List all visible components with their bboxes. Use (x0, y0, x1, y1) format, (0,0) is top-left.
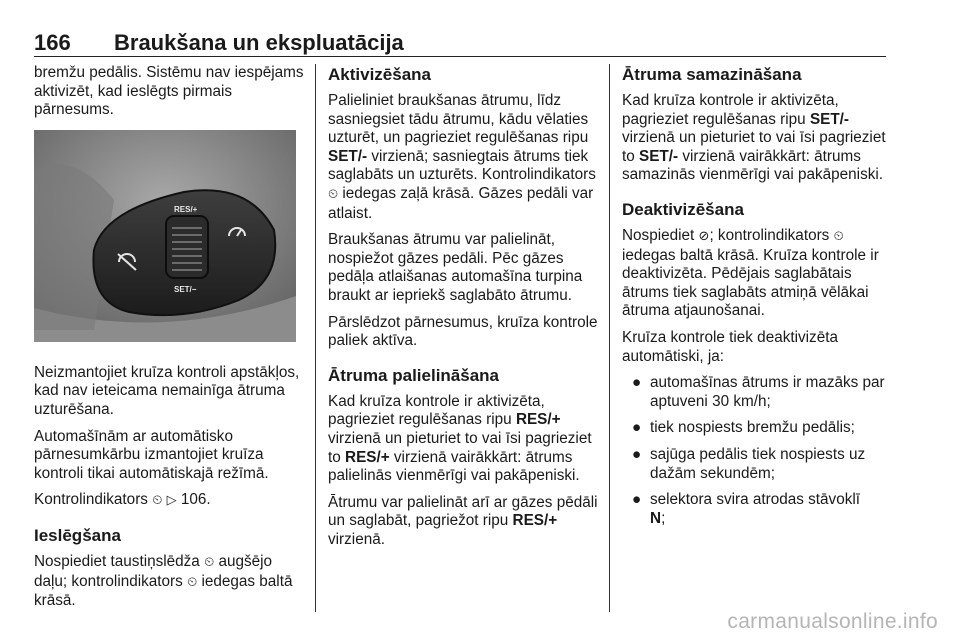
column-3 (622, 64, 892, 536)
paragraph-increase (328, 393, 598, 486)
increase-text-b: virzienā un pieturiet to vai īsi pagrieziet to (328, 429, 592, 466)
paragraph-gearshift: Pārslēdzot pārnesumus, kruīza kontrole paliek aktīva. (328, 313, 598, 350)
page-number: 166 (34, 30, 71, 55)
paragraph-decrease (622, 92, 892, 185)
indicator-ref-text: Kontrolindikators (34, 491, 148, 509)
decrease-text-c: virzienā vairākkārt: ātrums samazinās vienmērīgi vai pakāpeniski. (622, 147, 884, 184)
paragraph-auto-deactivation: Kruīza kontrole tiek deaktivizēta automātiski, ja: (622, 328, 838, 365)
column-divider-2 (609, 64, 610, 612)
page-title: Braukšana un ekspluatācija (114, 30, 404, 55)
paragraph-activation (328, 92, 598, 223)
cruise-cancel-icon: ⊘ (698, 228, 710, 244)
paragraph-switch-on (34, 553, 304, 611)
page-header (34, 30, 886, 55)
list-item-text: selektora svira atrodas stāvoklī (650, 491, 860, 509)
intro-paragraph: bremžu pedālis. Sistēmu nav iespējams aktivizēt, kad ieslēgts pirmais pārnesums. (34, 64, 304, 119)
page-reference: 106. (180, 491, 211, 509)
watermark: carmanualsonline.info (727, 610, 938, 633)
increase-text-c: virzienā vairākkārt: ātrums palielinās vienmērīgi vai pakāpeniski. (328, 448, 580, 485)
deactivation-list (622, 374, 892, 528)
paragraph-increase-gas (328, 494, 598, 550)
increase-gas-text-a: Ātrumu var palielināt arī ar gāzes pēdāli un saglabāt, pagriežot ripu (328, 493, 598, 530)
cruise-control-indicator-icon: ⏲ (152, 493, 163, 509)
res-label: RES/+ (515, 411, 561, 429)
bullet: ● (632, 445, 642, 463)
deactivation-text-c: iedegas baltā krāsā. Kruīza kontrole ir deaktivizēta. Pēdējais saglabātais ātrums tiek saglabāts atmiņā vēlākai ātruma atjaunošanai. (622, 246, 879, 320)
cruise-control-indicator-icon: ⏲ (187, 574, 198, 590)
heading-samazinasana: Ātruma samazināšana (622, 65, 802, 84)
deactivation-text-a: Nospiediet (622, 226, 695, 244)
switch-on-text-a: Nospiediet taustiņslēdža (34, 552, 200, 570)
set-label: SET/- (639, 147, 679, 165)
activation-text-b: virzienā; sasniegtais ātrums tiek saglabāts un uzturēts. Kontrolindikators (328, 147, 596, 184)
bullet: ● (632, 374, 642, 392)
heading-deaktivizesana: Deaktivizēšana (622, 199, 744, 219)
bullet: ● (632, 491, 642, 509)
res-label: RES/+ (512, 512, 558, 530)
list-item-text: tiek nospiests bremžu pedālis; (650, 419, 855, 437)
paragraph-automatic: Automašīnām ar automātisko pārnesumkārbu izmantojiet kruīza kontroli tikai automātiskajā režīmā. (34, 427, 269, 482)
decrease-text-b: virzienā un pieturiet to vai īsi pagrieziet to (622, 129, 886, 165)
cruise-control-indicator-icon: ⏲ (833, 228, 844, 244)
reference-arrow-icon: ▷ (166, 493, 177, 509)
increase-text-a: Kad kruīza kontrole ir aktivizēta, pagrieziet regulēšanas ripu (328, 392, 545, 429)
heading-ieslegsana: Ieslēgšana (34, 525, 121, 545)
bullet: ● (632, 419, 642, 437)
list-item (622, 491, 892, 528)
set-label: SET/- (809, 110, 850, 128)
photo-label-res: RES/+ (174, 204, 198, 214)
heading-aktivizesana: Aktivizēšana (328, 65, 431, 84)
paragraph-conditions: Neizmantojiet kruīza kontroli apstākļos, kad nav ieteicama nemainīga ātruma uzturēšana. (34, 363, 300, 418)
header-rule (34, 56, 886, 57)
column-2 (328, 64, 598, 557)
cruise-control-indicator-icon: ⏲ (204, 554, 215, 570)
deactivation-text-b: ; kontrolindikators (709, 226, 830, 244)
paragraph-indicator-ref (34, 491, 304, 511)
list-item (622, 374, 892, 411)
column-1 (34, 64, 304, 619)
gear-n-label: N (650, 509, 662, 527)
paragraph-accelerate: Braukšanas ātrumu var palielināt, nospiežot gāzes pedāli. Pēc gāzes pedāļa atlaišanas automašīna turpina braukt ar iepriekš saglabāto ātrumu. (328, 231, 583, 304)
decrease-text-a: Kad kruīza kontrole ir aktivizēta, pagrieziet regulēšanas ripu (622, 92, 839, 128)
heading-palielinasana: Ātruma palielināšana (328, 365, 500, 385)
switch-on-text-c: iedegas baltā krāsā. (34, 572, 293, 610)
activation-text-c: iedegas zaļā krāsā. Gāzes pedāli var atlaist. (328, 184, 594, 222)
list-item (622, 446, 892, 483)
photo-label-set: SET/− (174, 284, 197, 294)
set-label: SET/- (328, 147, 368, 165)
switch-on-text-b: augšējo daļu; kontrolindikators (34, 552, 273, 590)
list-item (622, 419, 892, 438)
list-item-text: automašīnas ātrums ir mazāks par aptuveni 30 km/h; (650, 374, 885, 410)
cruise-control-indicator-icon: ⏲ (328, 186, 339, 202)
res-label: RES/+ (345, 448, 390, 466)
increase-gas-text-b: virzienā. (328, 530, 385, 548)
list-item-text: sajūga pedālis tiek nospiests uz dažām sekundēm; (650, 445, 866, 482)
steering-wheel-photo (34, 130, 296, 342)
activation-text-a: Palieliniet braukšanas ātrumu, līdz sasniegsiet tādu ātrumu, kādu vēlaties uzturēt, un pagrieziet regulēšanas ripu (328, 92, 589, 147)
paragraph-deactivation (622, 227, 892, 321)
list-item-end: ; (661, 509, 666, 527)
column-divider-1 (315, 64, 316, 612)
